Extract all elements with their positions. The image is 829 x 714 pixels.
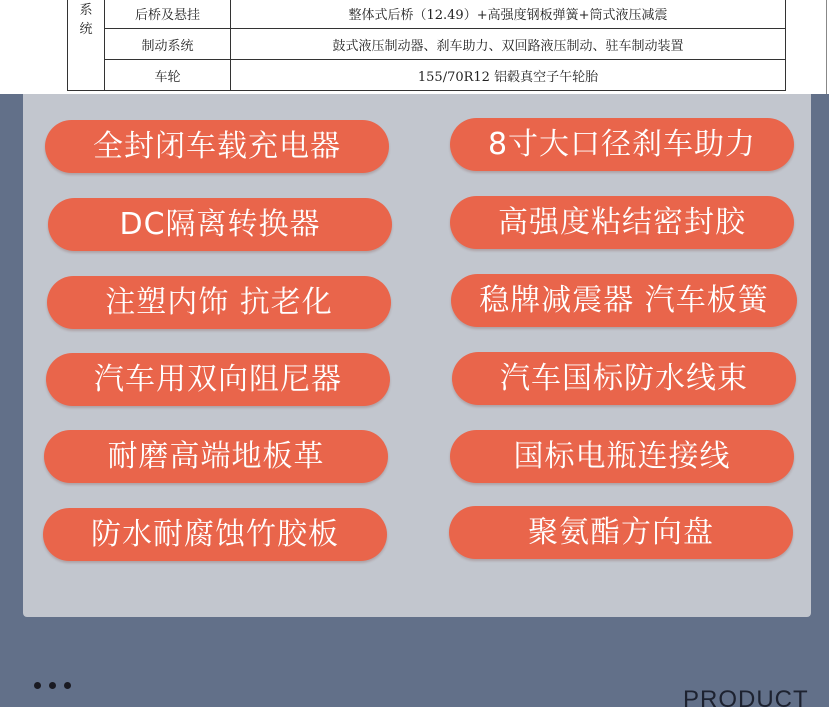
category-cell — [68, 0, 105, 91]
table-edge-line — [826, 0, 827, 94]
dot-icon — [64, 682, 71, 689]
feature-pill[interactable]: 稳牌减震器 汽车板簧 — [451, 274, 797, 327]
feature-pill[interactable]: 防水耐腐蚀竹胶板 — [43, 508, 387, 561]
feature-pill[interactable]: 8寸大口径刹车助力 — [450, 118, 794, 171]
spec-value-cell: 155/70R12 铝毂真空子午轮胎 — [231, 60, 786, 91]
spec-table-section — [0, 0, 829, 94]
feature-pill[interactable]: 国标电瓶连接线 — [450, 430, 794, 483]
spec-value-cell: 整体式后桥（12.49）+高强度钢板弹簧+筒式液压减震 — [231, 0, 786, 29]
table-row — [68, 60, 786, 91]
spec-name-cell: 车轮 — [105, 60, 231, 91]
ellipsis-icon — [34, 682, 71, 689]
dot-icon — [49, 682, 56, 689]
features-section — [0, 94, 829, 713]
feature-pill[interactable]: 聚氨酯方向盘 — [449, 506, 793, 559]
category-label: 系 统 — [79, 3, 93, 37]
feature-pill[interactable]: DC隔离转换器 — [48, 198, 392, 251]
spec-table — [67, 0, 786, 91]
spec-name-cell: 后桥及悬挂 — [105, 0, 231, 29]
spec-name-cell: 制动系统 — [105, 29, 231, 60]
product-label: PRODUCT — [683, 686, 809, 713]
dot-icon — [34, 682, 41, 689]
feature-pill[interactable]: 高强度粘结密封胶 — [450, 196, 794, 249]
features-panel — [23, 94, 811, 617]
feature-pill[interactable]: 全封闭车载充电器 — [45, 120, 389, 173]
feature-pill[interactable]: 耐磨高端地板革 — [44, 430, 388, 483]
spec-value-cell: 鼓式液压制动器、刹车助力、双回路液压制动、驻车制动装置 — [231, 29, 786, 60]
feature-pill[interactable]: 汽车用双向阻尼器 — [46, 353, 390, 406]
table-row — [68, 29, 786, 60]
feature-pill[interactable]: 汽车国标防水线束 — [452, 352, 796, 405]
table-row — [68, 0, 786, 29]
feature-pill[interactable]: 注塑内饰 抗老化 — [47, 276, 391, 329]
